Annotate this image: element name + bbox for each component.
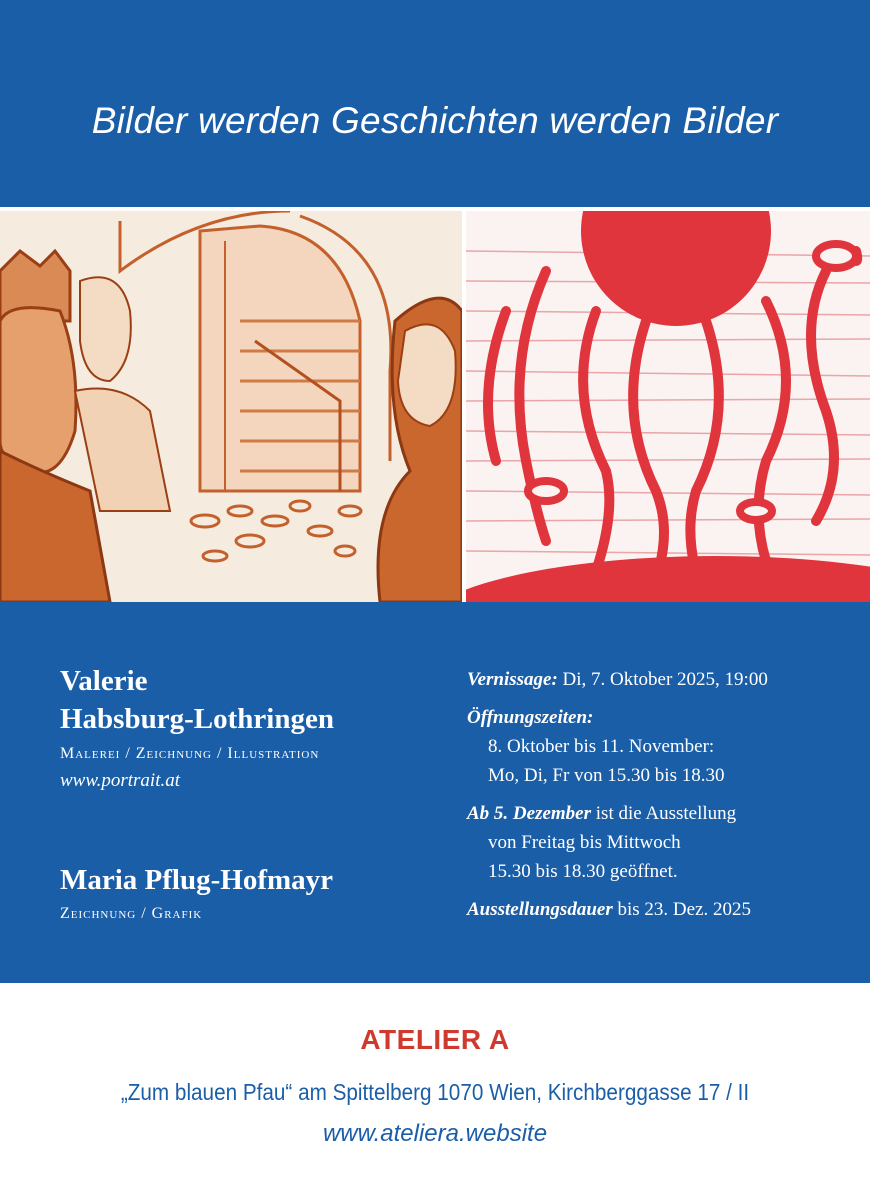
duration-line: [467, 895, 862, 924]
linocut-drawing: [466, 211, 870, 602]
opening-hours-dates: 8. Oktober bis 11. November:: [488, 736, 715, 757]
december-hours: [467, 799, 862, 886]
venue-name: ATELIER A: [360, 1024, 510, 1055]
vernissage-line: [467, 665, 862, 694]
artwork-row: [0, 207, 870, 602]
opening-hours-label: Öffnungszeiten:: [467, 707, 594, 728]
info-band: [0, 602, 870, 983]
duration-value: bis 23. Dez. 2025: [612, 899, 751, 920]
sepia-illustration: [0, 211, 462, 602]
artist-2-disciplines: Zeichnung / Grafik: [60, 905, 203, 922]
opening-hours-days: Mo, Di, Fr von 15.30 bis 18.30: [488, 765, 725, 786]
headline: Bilder werden Geschichten werden Bilder: [91, 100, 779, 141]
duration-label: Ausstellungsdauer: [467, 899, 613, 920]
artist-1-disciplines: Malerei / Zeichnung / Illustration: [60, 745, 320, 762]
december-text-1: ist die Ausstellung: [591, 803, 737, 824]
venue-website[interactable]: www.ateliera.website: [322, 1120, 548, 1147]
vernissage-label: Vernissage:: [467, 669, 558, 690]
sepia-illustration-drawing: [0, 211, 462, 602]
header-band: [0, 0, 870, 207]
red-linocut-print: [466, 211, 870, 602]
vernissage-value: Di, 7. Oktober 2025, 19:00: [557, 669, 768, 690]
venue-address: „Zum blauen Pfau“ am Spittelberg 1070 Wien, Kirchberggasse 17 / II: [120, 1079, 750, 1105]
artist-1-name-line1: Valerie: [60, 665, 148, 697]
december-text-3: 15.30 bis 18.30 geöffnet.: [488, 861, 678, 882]
december-label: Ab 5. Dezember: [467, 803, 592, 824]
exhibition-details: [467, 665, 862, 933]
opening-hours: [467, 703, 862, 790]
artist-2-name: Maria Pflug-Hofmayr: [60, 864, 334, 896]
december-text-2: von Freitag bis Mittwoch: [488, 832, 681, 853]
artist-1-name-line2: Habsburg-Lothringen: [60, 703, 334, 735]
artist-1-website[interactable]: www.portrait.at: [60, 770, 181, 791]
